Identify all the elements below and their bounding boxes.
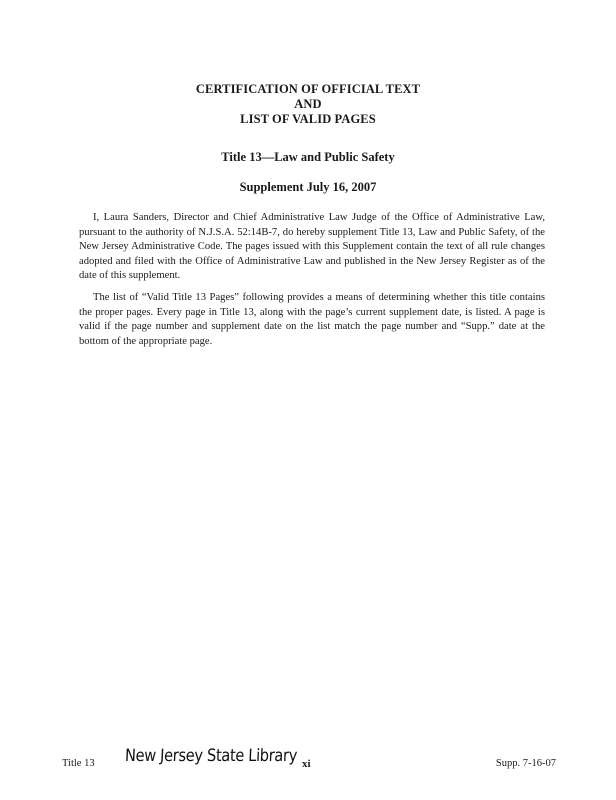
certification-heading [0,82,616,127]
page-number: xi [302,758,311,770]
footer-title: Title 13 [62,758,95,769]
library-stamp: New Jersey State Library [124,746,298,766]
paragraph-certification: I, Laura Sanders, Director and Chief Administrative Law Judge of the Office of Administrative Law, pursuant to the authority of N.J.S.A. 52:14B-7, do hereby supplement Title 13, Law and Public Safety, of the New Jersey Administrative Code. The pages issued with this Supplement contain the text of all rule changes adopted and filed with the Office of Administrative Law and published in the New Jersey Register as of the date of this supplement. [79,212,545,282]
footer-supplement-date: Supp. 7-16-07 [495,758,556,769]
body-text [79,211,545,356]
supplement-date: Supplement July 16, 2007 [239,180,377,194]
heading-line-1: CERTIFICATION OF OFFICIAL TEXT [195,82,421,96]
title-line: Title 13—Law and Public Safety [221,150,395,164]
heading-line-3: LIST OF VALID PAGES [240,112,376,126]
heading-line-2: AND [294,97,322,111]
page-footer [0,746,616,780]
paragraph-valid-pages: The list of “Valid Title 13 Pages” following provides a means of determining whether this title contains the proper pages. Every page in Title 13, along with the page’s current supplement date, is listed. A page is valid if the page number and supplement date on the list match the page number and “Supp.” date at the bottom of the appropriate page. [79,291,545,347]
